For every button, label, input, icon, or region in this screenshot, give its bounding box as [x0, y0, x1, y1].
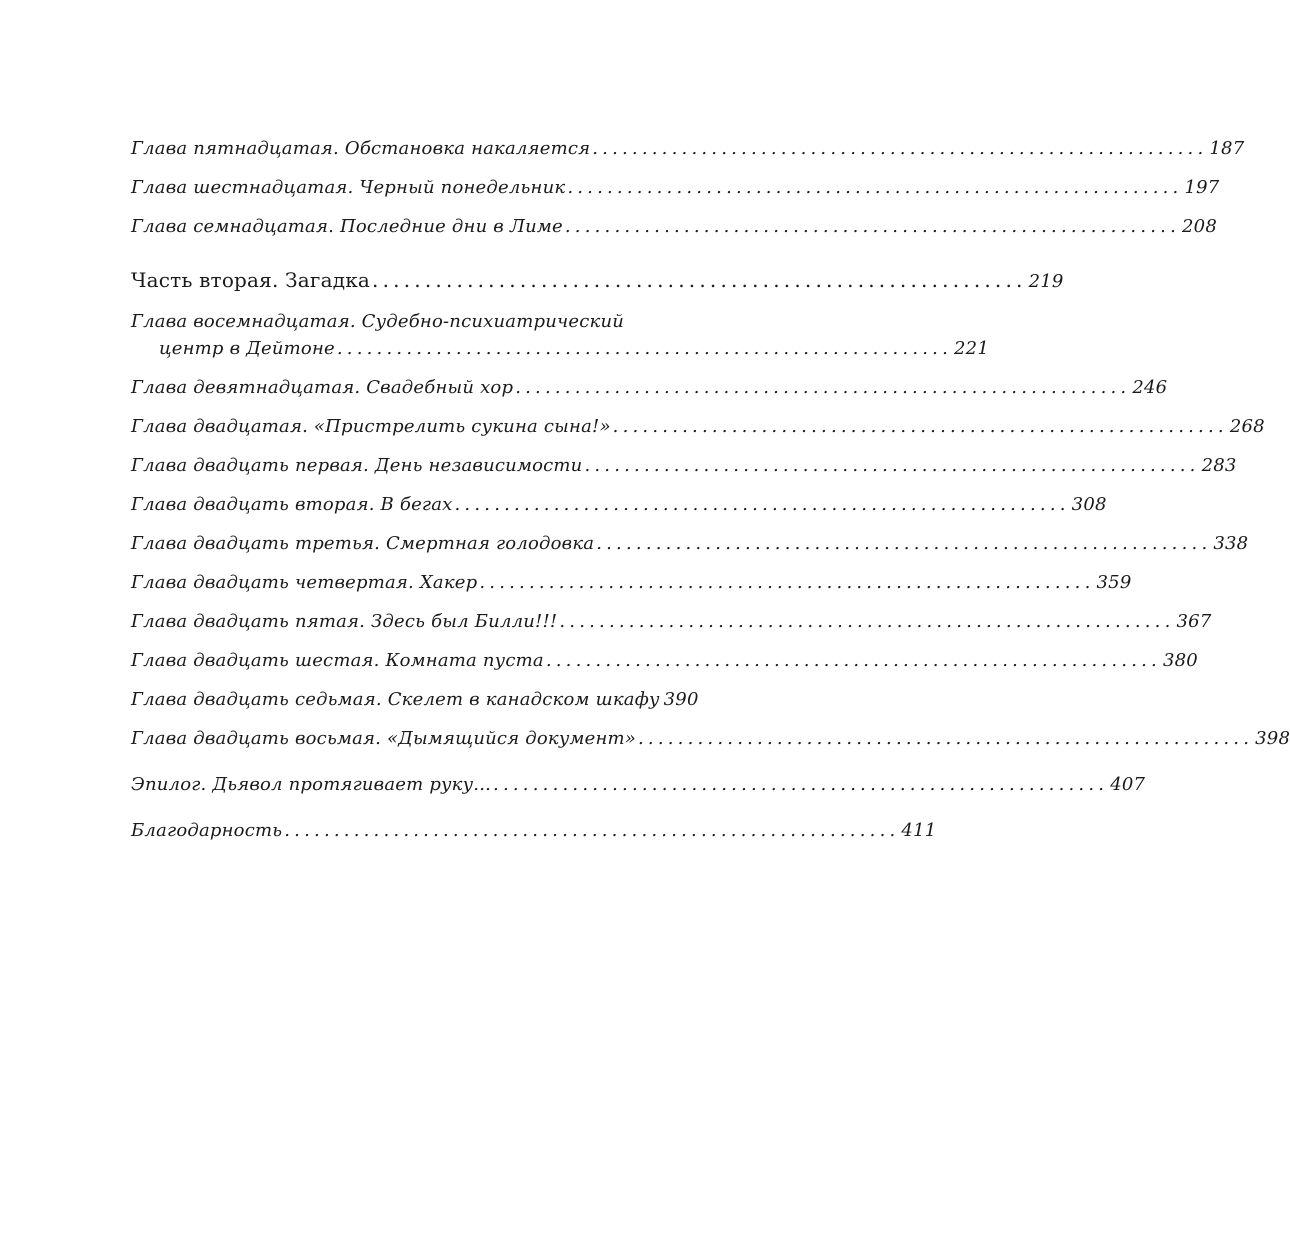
toc-entry-page: 308 [1071, 494, 1107, 515]
toc-entry-page: 411 [901, 820, 937, 841]
toc-leader-dots: .............................................................. [584, 455, 1200, 476]
toc-entry-title-line2: центр в Дейтоне [159, 338, 335, 359]
toc-part-entry [131, 266, 1064, 296]
toc-entry [131, 453, 1237, 479]
toc-leader-dots: .............................................................. [479, 572, 1095, 593]
toc-entry [131, 136, 1245, 162]
toc-leader-dots: .............................................................. [515, 377, 1131, 398]
toc-entry-title: Благодарность [131, 820, 283, 841]
toc-entry-title: Глава двадцать восьмая. «Дымящийся документ» [131, 728, 636, 749]
toc-entry-title: Глава двадцать первая. День независимости [131, 455, 583, 476]
toc-leader-dots: .............................................................. [454, 494, 1070, 515]
toc-leader-dots: .............................................................. [493, 774, 1109, 795]
toc-entry-page: 197 [1184, 177, 1220, 198]
toc-entry-page: 367 [1176, 611, 1212, 632]
toc-entry-page: 208 [1182, 216, 1217, 237]
toc-leader-dots: .............................................................. [336, 338, 953, 359]
toc-leader-dots: .............................................................. [372, 268, 1027, 292]
toc-entry-page: 221 [954, 338, 989, 359]
toc-entry-title: Глава девятнадцатая. Свадебный хор [131, 377, 514, 398]
toc-entry-page: 338 [1213, 533, 1249, 554]
toc-entry [131, 414, 1265, 440]
toc-entry [131, 726, 1290, 752]
toc-entry-title: Глава двадцатая. «Пристрелить сукина сына!» [131, 416, 611, 437]
toc-entry-page: 268 [1229, 416, 1265, 437]
toc-entry [131, 492, 1107, 518]
toc-entry-page: 187 [1209, 138, 1245, 159]
toc-entry-continuation [131, 336, 989, 362]
toc-entry-title: Глава двадцать шестая. Комната пуста [131, 650, 544, 671]
toc-leader-dots: .............................................................. [284, 820, 900, 841]
toc-leader-dots: .............................................................. [564, 216, 1181, 237]
toc-leader-dots: .............................................................. [592, 138, 1208, 159]
toc-entry-title: Глава двадцать третья. Смертная голодовка [131, 533, 595, 554]
toc-entry-title: Глава двадцать пятая. Здесь был Билли!!! [131, 611, 558, 632]
toc-entry-page: 246 [1132, 377, 1168, 398]
toc-entry [131, 570, 1132, 596]
toc-entry-title-line1: Глава восемнадцатая. Судебно-психиатрический [131, 311, 625, 332]
toc-entry-title: Глава семнадцатая. Последние дни в Лиме [131, 216, 563, 237]
toc-entry-page: 407 [1110, 774, 1146, 795]
toc-entry-title: Глава шестнадцатая. Черный понедельник [131, 177, 566, 198]
toc-entry [131, 175, 1220, 201]
toc-part-title: Часть вторая. Загадка [131, 268, 371, 292]
toc-entry [131, 648, 1198, 674]
table-of-contents [131, 136, 1290, 844]
toc-entry-page: 283 [1201, 455, 1237, 476]
toc-leader-dots: .............................................................. [545, 650, 1161, 671]
toc-entry [131, 531, 1249, 557]
toc-entry [131, 375, 1168, 401]
toc-entry [131, 772, 1146, 798]
toc-entry-page: 380 [1162, 650, 1198, 671]
toc-entry [131, 687, 699, 713]
toc-entry-page: 390 [663, 689, 699, 710]
toc-leader-dots: .............................................................. [596, 533, 1212, 554]
toc-entry-page: 219 [1028, 271, 1064, 292]
toc-entry-title: Глава двадцать вторая. В бегах [131, 494, 453, 515]
toc-leader-dots: .............................................................. [559, 611, 1175, 632]
toc-entry [131, 214, 1217, 240]
toc-entry-title: Глава двадцать четвертая. Хакер [131, 572, 478, 593]
toc-entry [131, 309, 989, 362]
toc-leader-dots: .............................................................. [637, 728, 1254, 749]
toc-entry-title: Глава двадцать седьмая. Скелет в канадском шкафу [131, 689, 660, 710]
toc-entry-page: 359 [1096, 572, 1132, 593]
toc-entry-title: Эпилог. Дьявол протягивает руку... [131, 774, 492, 795]
toc-leader-dots: .............................................................. [567, 177, 1183, 198]
toc-entry-title: Глава пятнадцатая. Обстановка накаляется [131, 138, 591, 159]
toc-entry-page: 398 [1255, 728, 1290, 749]
toc-entry [131, 818, 937, 844]
toc-leader-dots: .............................................................. [612, 416, 1228, 437]
toc-entry [131, 609, 1212, 635]
